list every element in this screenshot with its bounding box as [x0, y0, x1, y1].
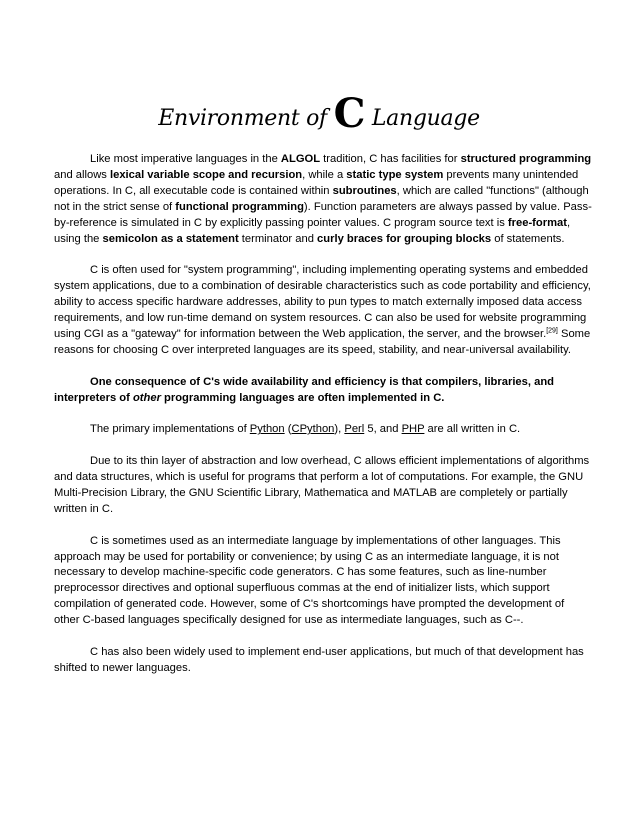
p4-text-3: ),: [334, 423, 345, 436]
bold-term: curly braces for grouping blocks: [317, 232, 492, 245]
p3-text-after: programming languages are often implemented in C.: [160, 391, 445, 404]
p2-text-after: Some reasons for choosing C over interpreted languages are its speed, stability, and near-universal availability.: [54, 327, 591, 356]
bold-term: semicolon as a statement: [102, 232, 239, 245]
paragraph-efficiency: Due to its thin layer of abstraction and low overhead, C allows efficient implementations of algorithms and data structures, which is useful for programs that perform a lot of computations. For example, the GNU Multi-Precision Library, the GNU Scientific Library, Mathematica and MATLAB are completely or partially written in C.: [54, 455, 590, 515]
bold-term: functional programming: [175, 200, 304, 213]
text-run: prevents many unintended operations. In C, all executable code is contained within: [54, 168, 579, 197]
text-run: terminator and: [238, 232, 318, 245]
p4-text-5: are all written in C.: [424, 423, 521, 436]
link-cpython[interactable]: CPython: [291, 423, 335, 436]
paragraph-consequence: [54, 375, 592, 407]
page-title: [0, 88, 638, 135]
bold-term: static type system: [346, 168, 444, 181]
text-run: , which are called "functions" (although not in the strict sense of: [54, 184, 589, 213]
bold-term: ALGOL: [280, 153, 321, 165]
text-run: tradition, C has facilities for: [320, 153, 461, 165]
text-run: and allows: [54, 168, 110, 181]
p4-text-4: 5, and: [364, 423, 402, 436]
paragraph-structured-programming: [54, 152, 592, 247]
text-run: , using the: [54, 216, 571, 245]
p3-text-before: One consequence of C's wide availability and efficiency is that compilers, libraries, and interpreters of: [54, 375, 554, 404]
p4-text-1: The primary implementations of: [90, 423, 250, 436]
paragraph-end-user-applications: C has also been widely used to implement end-user applications, but much of that development has shifted to newer languages.: [54, 646, 584, 674]
link-perl[interactable]: Perl: [344, 423, 365, 436]
bold-term: lexical variable scope and recursion: [109, 168, 303, 181]
p2-text-before: C is often used for "system programming", including implementing operating systems and embedded system applications, due to a combination of desirable characteristics such as code portability and efficiency, ability to access specific hardware addresses, ability to pun types to match externally imposed data access requirements, and low run-time demand on system resources. C can also be used for website programming using CGI as a "gateway" for information between the Web application, the server, and the browser.: [54, 264, 591, 340]
paragraph-implementations: [54, 422, 592, 438]
link-php[interactable]: PHP: [401, 423, 425, 436]
p4-text-2: (: [284, 423, 292, 436]
document-body: [54, 152, 592, 693]
bold-term: subroutines: [332, 184, 397, 197]
bold-term: free-format: [507, 216, 567, 229]
paragraph-intermediate-language: C is sometimes used as an intermediate language by implementations of other languages. This approach may be used for portability or convenience; by using C as an intermediate language, it is not necessary to develop machine-specific code generators. C has some features, such as line-number preprocessor directives and optional superfluous commas at the end of initializer lists, which support compilation of generated code. However, some of C's shortcomings have prompted the development of other C-based languages specifically designed for use as intermediate languages, such as C--.: [54, 534, 565, 627]
link-python[interactable]: Python: [249, 423, 285, 436]
title-c-letter: C: [333, 90, 366, 137]
bold-term: structured programming: [460, 153, 592, 165]
title-suffix: Language: [365, 106, 480, 131]
text-run: Like most imperative languages in the: [90, 153, 281, 165]
text-run: , while a: [302, 168, 347, 181]
text-run: ). Function parameters are always passed by value. Pass-by-reference is simulated in C by explicitly passing pointer values. C program source text is: [54, 200, 592, 229]
paragraph-system-programming: [54, 263, 592, 358]
text-run: of statements.: [491, 232, 565, 245]
title-prefix: Environment of: [158, 106, 334, 131]
citation-29: [29]: [546, 327, 558, 335]
p3-emphasis: other: [132, 391, 161, 404]
